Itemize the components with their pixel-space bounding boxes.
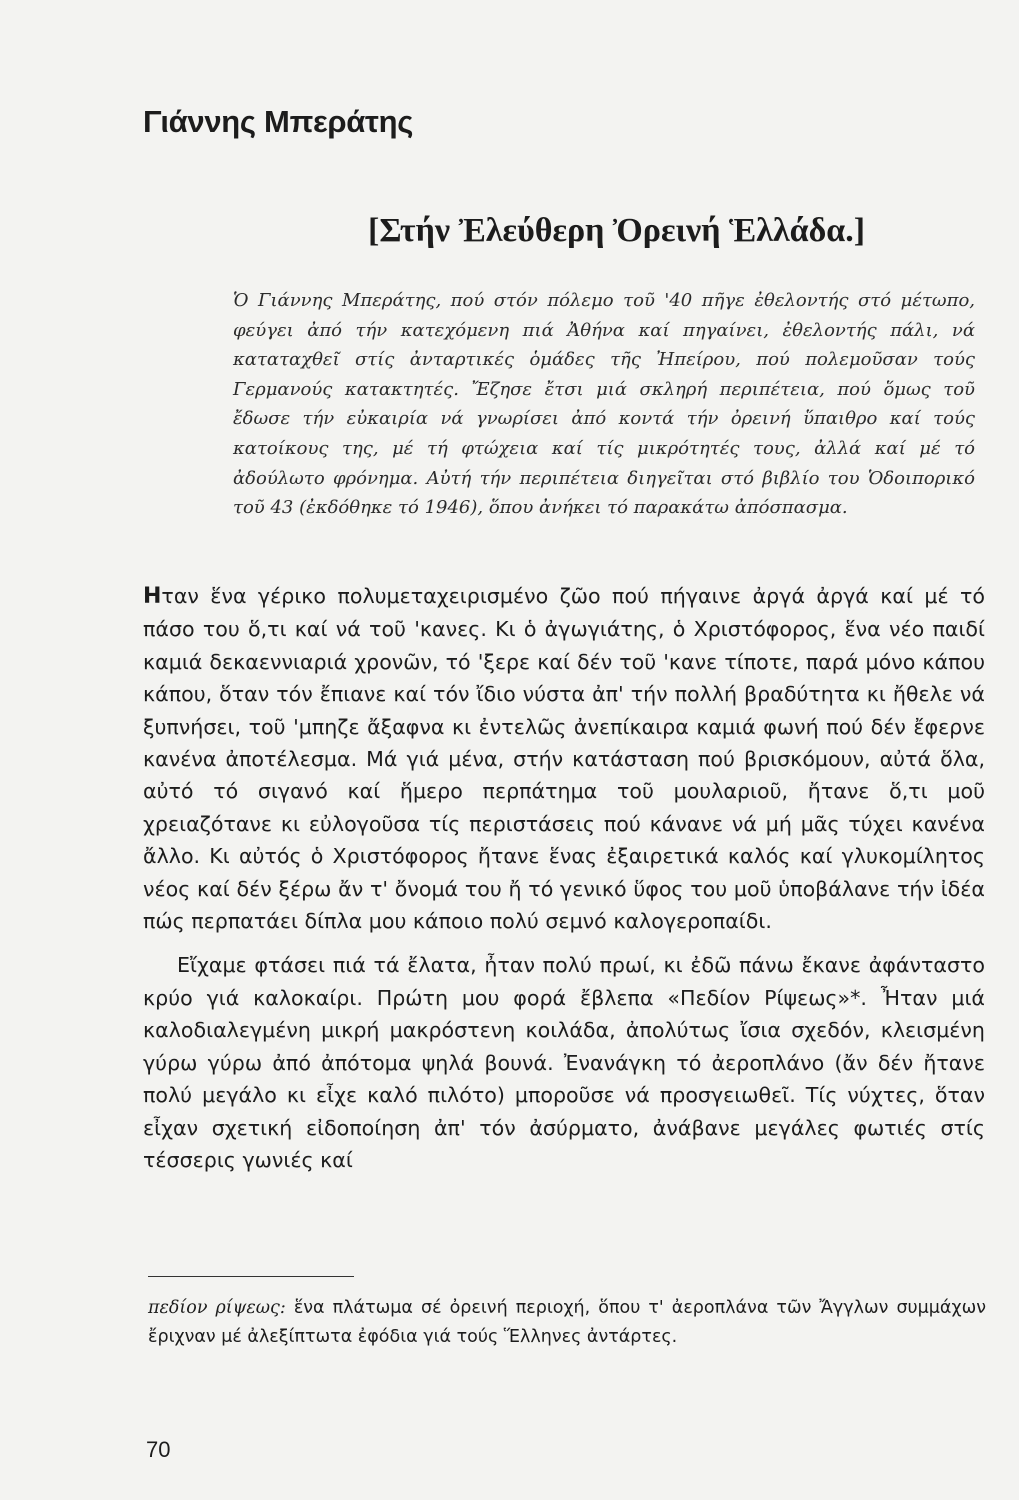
paragraph-1-text: ταν ἕνα γέρικο πολυμεταχειρισμένο ζῶο πού πήγαινε ἀργά ἀργά καί μέ τό πάσο του ὅ,τι καί νά τοῦ 'κανες. Κι ὁ ἀγωγιάτης, ὁ Χριστόφορος, ἕνα νέο παιδί καμιά δεκαεννιαριά χρονῶν, τό 'ξερε καί δέν τοῦ 'κανε τίποτε, παρά μόνο κάπου κάπου, ὅταν τόν ἔπιανε καί τόν ἴδιο νύστα ἀπ' τήν πολλή βραδύτητα κι ἤθελε νά ξυπνήσει, τοῦ 'μπηζε ἄξαφνα κι ἐντελῶς ἀνεπίκαιρα καμιά φωνή πού δέν ἔφερνε κανένα ἀποτέλεσμα. Μά γιά μένα, στήν κατάσταση πού βρισκόμουν, αὐτά ὅλα, αὐτό τό σιγανό καί ἥμερο περπάτημα τοῦ μουλαριοῦ, ἤτανε ὅ,τι μοῦ χρειαζότανε κι εὐλογοῦσα τίς περιστάσεις πού κάνανε νά μή μᾶς τύχει κανένα ἄλλο. Κι αὐτός ὁ Χριστόφορος ἤτανε ἕνας ἐξαιρετικά καλός καί γλυκομίλητος νέος καί δέν ξέρω ἄν τ' ὄνομά του ἤ τό γενικό ὕφος του μοῦ ὑποβάλανε τήν ἰδέα πώς περπατάει δίπλα μου κάποιο πολύ σεμνό καλογεροπαίδι.	[143, 584, 985, 934]
intro-paragraph: Ὁ Γιάννης Μπεράτης, πού στόν πόλεμο τοῦ '40 πῆγε ἐθελοντής στό μέτωπο, φεύγει ἀπό τήν κατεχόμενη πιά Ἀθήνα καί πηγαίνει, ἐθελοντής πάλι, νά καταταχθεῖ στίς ἀνταρτικές ὁμάδες τῆς Ἠπείρου, πού πολεμοῦσαν τούς Γερμανούς κατακτητές. Ἔζησε ἔτσι μιά σκληρή περιπέτεια, πού ὅμως τοῦ ἔδωσε τήν εὐκαιρία νά γνωρίσει ἀπό κοντά τήν ὀρεινή ὕπαιθρο καί τούς κατοίκους της, μέ τή φτώχεια καί τίς μικρότητές τους, ἀλλά καί μέ τό ἀδούλωτο φρόνημα. Αὐτή τήν περιπέτεια διηγεῖται στό βιβλίο του Ὁδοιπορικό τοῦ 43 (ἐκδόθηκε τό 1946), ὅπου ἀνήκει τό παρακάτω ἀπόσπασμα.	[233, 290, 975, 519]
main-text	[143, 580, 985, 1176]
drop-cap: Η	[143, 584, 162, 609]
paragraph-1	[143, 580, 985, 937]
footnote	[148, 1294, 986, 1352]
footnote-term: πεδίον ρίψεως:	[148, 1298, 286, 1318]
page-number: 70	[146, 1437, 171, 1462]
footnote-divider	[148, 1276, 354, 1277]
author-name: Γιάννης Μπεράτης	[143, 104, 414, 139]
paragraph-2: Εἴχαμε φτάσει πιά τά ἔλατα, ἦταν πολύ πρωί, κι ἐδῶ πάνω ἔκανε ἀφάνταστο κρύο γιά καλοκαίρι. Πρώτη μου φορά ἔβλεπα «Πεδίον Ρίψεως»*. Ἦταν μιά καλοδιαλεγμένη μικρή μακρόστενη κοιλάδα, ἀπολύτως ἴσια σχεδόν, κλεισμένη γύρω γύρω ἀπό ἀπότομα ψηλά βουνά. Ἐνανάγκη τό ἀεροπλάνο (ἄν δέν ἤτανε πολύ μεγάλο κι εἶχε καλό πιλότο) μποροῦσε νά προσγειωθεῖ. Τίς νύχτες, ὅταν εἶχαν σχετική εἰδοποίηση ἀπ' τόν ἀσύρματο, ἀνάβανε μεγάλες φωτιές στίς τέσσερις γωνιές καί	[143, 953, 985, 1172]
chapter-title: [Στήν Ἐλεύθερη Ὀρεινή Ἑλλάδα.]	[368, 212, 866, 249]
footnote-text: ἕνα πλάτωμα σέ ὀρεινή περιοχή, ὅπου τ' ἀεροπλάνα τῶν Ἄγγλων συμμάχων ἔριχναν μέ ἀλεξίπτωτα ἐφόδια γιά τούς Ἕλληνες ἀντάρτες.	[148, 1298, 987, 1347]
